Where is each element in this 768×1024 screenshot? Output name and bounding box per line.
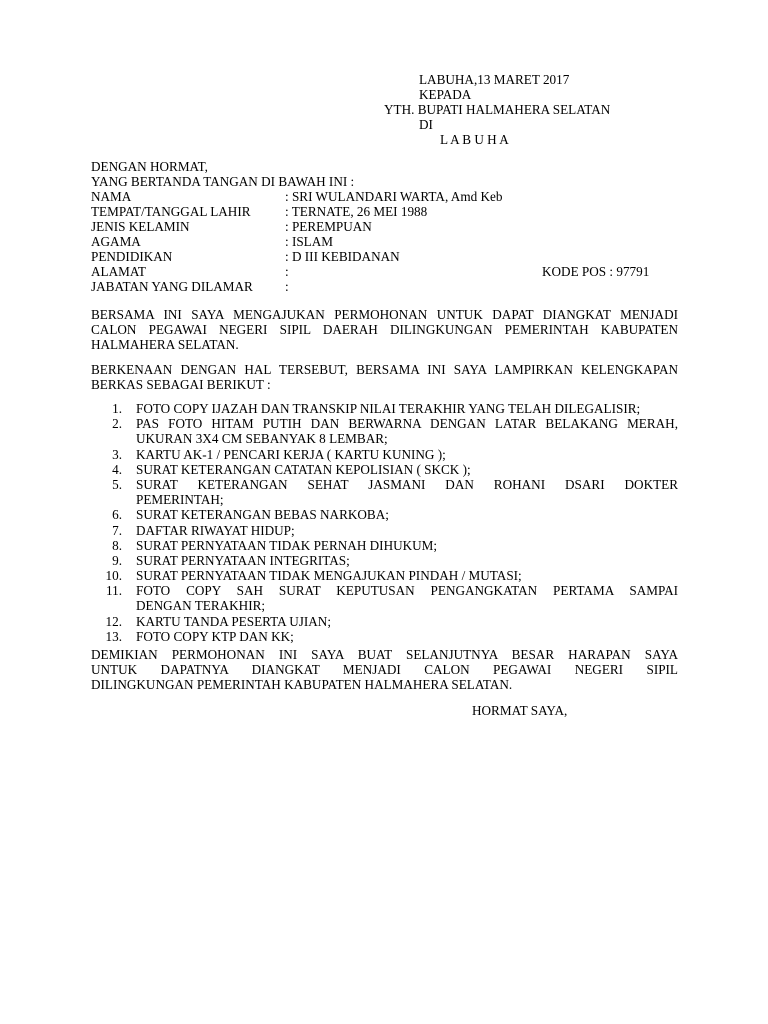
paragraph-line: BERKENAAN DENGAN HAL TERSEBUT, BERSAMA INI SAYA LAMPIRKAN KELENGKAPAN (91, 362, 678, 377)
list-text: SURAT KETERANGAN BEBAS NARKOBA; (136, 507, 389, 523)
paragraph-line: UNTUK DAPATNYA DIANGKAT MENJADI CALON PEGAWAI NEGERI SIPIL (91, 662, 678, 678)
list-number: 12. (105, 613, 122, 629)
recipient-place: L A B U H A (440, 132, 509, 147)
list-item (91, 507, 678, 522)
list-number: 1. (112, 401, 122, 416)
recipient-name: YTH. BUPATI HALMAHERA SELATAN (384, 102, 611, 117)
field-value: : TERNATE, 26 MEI 1988 (285, 204, 428, 219)
field-row (91, 219, 691, 234)
list-item (91, 629, 678, 644)
list-number: 4. (112, 461, 122, 477)
list-text: SURAT PERNYATAAN TIDAK PERNAH DIHUKUM; (136, 537, 438, 553)
list-item (91, 553, 678, 568)
field-label: ALAMAT (91, 264, 146, 279)
paragraph-line: DILINGKUNGAN PEMERINTAH KABUPATEN HALMAHERA SELATAN. (91, 677, 513, 693)
list-item (91, 462, 678, 477)
paragraph-line: HALMAHERA SELATAN. (91, 337, 239, 353)
list-text: FOTO COPY KTP DAN KK; (136, 628, 294, 644)
field-row (91, 189, 691, 204)
list-item (91, 523, 678, 538)
list-text: KARTU TANDA PESERTA UJIAN; (136, 613, 331, 629)
recipient-kepada: KEPADA (419, 87, 472, 102)
field-label: PENDIDIKAN (91, 249, 173, 264)
list-text: FOTO COPY IJAZAH DAN TRANSKIP NILAI TERAKHIR YANG TELAH DILEGALISIR; (136, 401, 641, 416)
list-text: DENGAN TERAKHIR; (136, 598, 266, 614)
attachment-list (91, 401, 678, 644)
list-number: 5. (112, 476, 122, 492)
field-value: : D III KEBIDANAN (285, 249, 400, 264)
paragraph-line: DEMIKIAN PERMOHONAN INI SAYA BUAT SELANJUTNYA BESAR HARAPAN SAYA (91, 647, 678, 662)
list-item (91, 583, 678, 613)
field-value: : SRI WULANDARI WARTA, Amd Keb (285, 189, 503, 204)
list-item (91, 568, 678, 583)
list-text: SURAT KETERANGAN CATATAN KEPOLISIAN ( SKCK ); (136, 461, 471, 477)
list-text: DAFTAR RIWAYAT HIDUP; (136, 522, 295, 538)
list-text: FOTO COPY SAH SURAT KEPUTUSAN PENGANGKATAN PERTAMA SAMPAI (136, 583, 678, 599)
list-text: UKURAN 3X4 CM SEBANYAK 8 LEMBAR; (136, 431, 388, 447)
list-number: 3. (112, 446, 122, 462)
list-text: SURAT KETERANGAN SEHAT JASMANI DAN ROHANI DSARI DOKTER (136, 476, 678, 492)
list-text: KARTU AK-1 / PENCARI KERJA ( KARTU KUNING ); (136, 446, 446, 462)
list-text: PEMERINTAH; (136, 492, 224, 508)
list-number: 6. (112, 507, 122, 523)
list-item (91, 416, 678, 446)
field-label: TEMPAT/TANGGAL LAHIR (91, 204, 251, 219)
field-row (91, 204, 691, 219)
paragraph-line: CALON PEGAWAI NEGERI SIPIL DAERAH DILINGKUNGAN PEMERINTAH KABUPATEN (91, 322, 678, 338)
list-number: 10. (105, 568, 122, 584)
field-label: AGAMA (91, 234, 141, 249)
field-value: : (285, 279, 289, 294)
list-item (91, 614, 678, 629)
list-number: 9. (112, 552, 122, 568)
list-number: 13. (105, 628, 122, 644)
list-text: SURAT PERNYATAAN TIDAK MENGAJUKAN PINDAH / MUTASI; (136, 568, 522, 584)
paragraph-line: BERKAS SEBAGAI BERIKUT : (91, 377, 271, 393)
list-item (91, 538, 678, 553)
list-number: 7. (112, 522, 122, 538)
field-row (91, 249, 691, 264)
paragraph-closing (91, 647, 678, 693)
signoff: HORMAT SAYA, (472, 703, 568, 718)
field-value: : (285, 264, 289, 279)
list-number: 8. (112, 537, 122, 553)
field-row (91, 279, 691, 294)
paragraph-line: BERSAMA INI SAYA MENGAJUKAN PERMOHONAN UNTUK DAPAT DIANGKAT MENJADI (91, 307, 678, 322)
paragraph-request (91, 307, 678, 353)
list-number: 2. (112, 416, 122, 432)
postal-code: KODE POS : 97791 (542, 264, 650, 279)
field-label: JENIS KELAMIN (91, 219, 190, 234)
list-item (91, 401, 678, 416)
field-value: : PEREMPUAN (285, 219, 372, 234)
intro-line: YANG BERTANDA TANGAN DI BAWAH INI : (91, 174, 355, 189)
list-item (91, 447, 678, 462)
recipient-di: DI (419, 117, 433, 132)
field-label: JABATAN YANG DILAMAR (91, 279, 253, 294)
field-label: NAMA (91, 189, 132, 204)
letter-date: LABUHA,13 MARET 2017 (419, 72, 570, 87)
field-row (91, 264, 691, 279)
field-row (91, 234, 691, 249)
paragraph-attachments-intro (91, 362, 678, 392)
list-item (91, 477, 678, 507)
list-text: SURAT PERNYATAAN INTEGRITAS; (136, 552, 350, 568)
field-value: : ISLAM (285, 234, 333, 249)
list-number: 11. (106, 583, 122, 599)
list-text: PAS FOTO HITAM PUTIH DAN BERWARNA DENGAN LATAR BELAKANG MERAH, (136, 416, 678, 432)
greeting: DENGAN HORMAT, (91, 159, 208, 174)
